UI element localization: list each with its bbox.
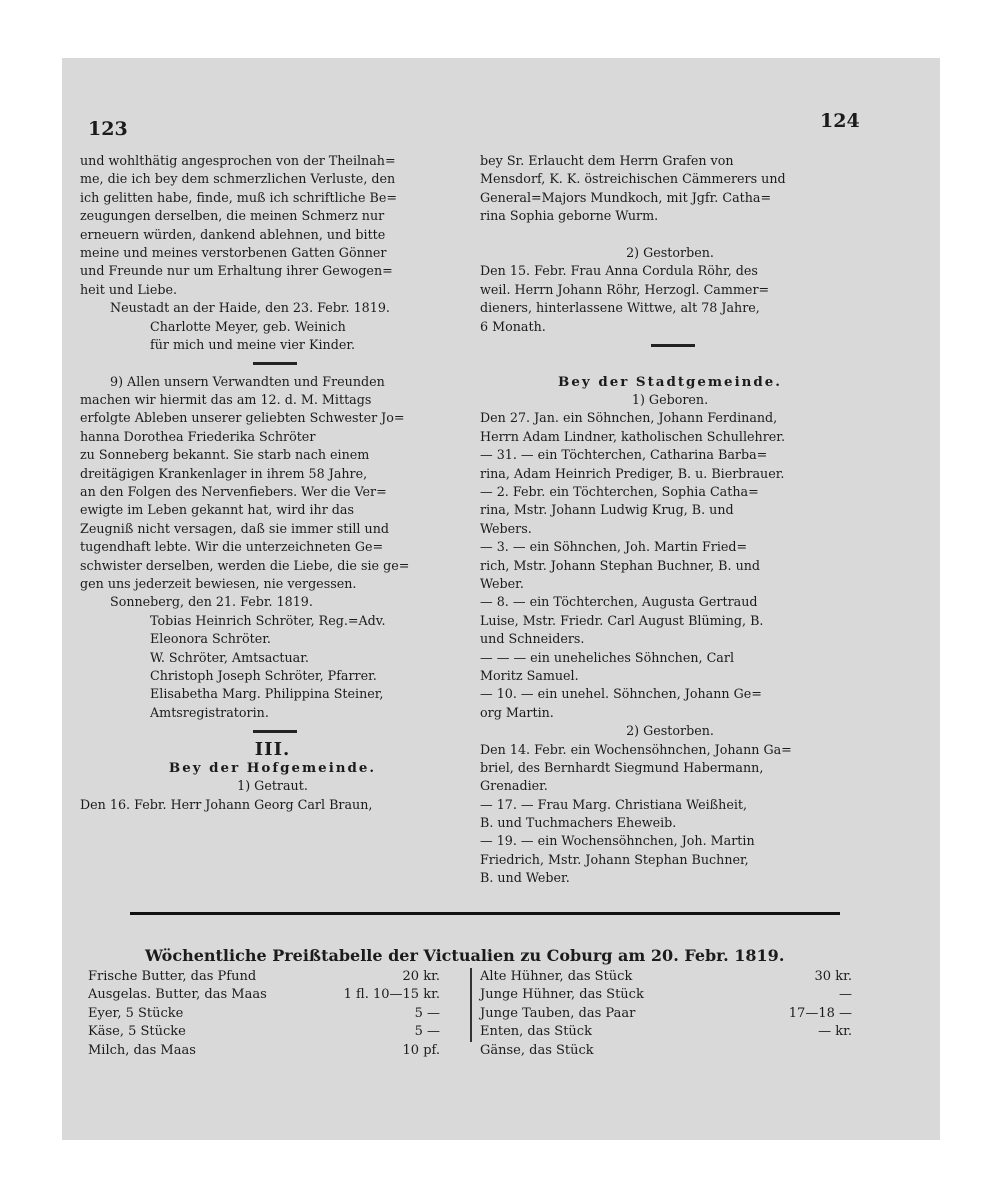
- text-line: hanna Dorothea Friederika Schröter: [80, 428, 316, 444]
- text-line: briel, des Bernhardt Siegmund Habermann,: [480, 759, 764, 775]
- text-line: III.: [254, 740, 291, 759]
- text-line: ich gelitten habe, finde, muß ich schriftliche Be=: [80, 189, 397, 205]
- text-line: rina, Mstr. Johann Ludwig Krug, B. und: [480, 502, 734, 518]
- text-line: gen uns jederzeit bewiesen, nie vergessen.: [80, 575, 357, 591]
- text-line: für mich und meine vier Kinder.: [150, 336, 356, 352]
- price-value: 1 fl. 10—15 kr.: [343, 987, 440, 1003]
- text-line: Charlotte Meyer, geb. Weinich: [150, 318, 346, 334]
- text-line: org Martin.: [480, 704, 554, 720]
- text-line: 9) Allen unsern Verwandten und Freunden: [110, 373, 385, 389]
- price-item: Käse, 5 Stücke: [88, 1024, 186, 1040]
- text-line: — 3. — ein Söhnchen, Joh. Martin Fried=: [480, 539, 748, 555]
- price-table-title: Wöchentliche Preißtabelle der Victualien zu Coburg am 20. Febr. 1819.: [145, 946, 785, 965]
- page-number-left: 123: [88, 118, 128, 140]
- text-line: und Freunde nur um Erhaltung ihrer Gewogen=: [80, 263, 393, 279]
- text-line: — 19. — ein Wochensöhnchen, Joh. Martin: [480, 833, 755, 849]
- text-line: General=Majors Mundkoch, mit Jgfr. Catha=: [480, 189, 772, 205]
- text-line: — 10. — ein unehel. Söhnchen, Johann Ge=: [480, 686, 762, 702]
- text-line: me, die ich bey dem schmerzlichen Verluste, den: [80, 171, 396, 187]
- text-line: Amtsregistratorin.: [150, 704, 269, 720]
- text-line: Den 16. Febr. Herr Johann Georg Carl Braun,: [80, 796, 373, 812]
- price-item: Junge Tauben, das Paar: [480, 1005, 636, 1021]
- price-item: Milch, das Maas: [88, 1042, 196, 1058]
- price-row: [480, 1023, 852, 1041]
- text-line: — 31. — ein Töchterchen, Catharina Barba=: [480, 447, 768, 463]
- price-row: [88, 986, 440, 1004]
- text-line: dreitägigen Krankenlager in ihrem 58 Jahre,: [80, 465, 368, 481]
- text-line: 6 Monath.: [480, 318, 546, 334]
- text-line: — 17. — Frau Marg. Christiana Weißheit,: [480, 796, 748, 812]
- text-line: Weber.: [480, 575, 524, 591]
- text-line: meine und meines verstorbenen Gatten Gönner: [80, 244, 387, 260]
- text-line: und Schneiders.: [480, 631, 585, 647]
- price-item: Frische Butter, das Pfund: [88, 969, 257, 984]
- text-line: Herrn Adam Lindner, katholischen Schullehrer.: [480, 428, 785, 444]
- price-item: Gänse, das Stück: [480, 1042, 594, 1058]
- text-line: — 8. — ein Töchterchen, Augusta Gertraud: [480, 594, 758, 610]
- text-line: Bey der Stadtgemeinde.: [558, 373, 782, 390]
- blank-line: [480, 354, 860, 372]
- text-line: Sonneberg, den 21. Febr. 1819.: [110, 594, 313, 610]
- page-number-right: 124: [820, 110, 860, 132]
- price-row: [88, 968, 440, 986]
- text-line: W. Schröter, Amtsactuar.: [150, 649, 309, 665]
- text-line: rina, Adam Heinrich Prediger, B. u. Bierbrauer.: [480, 465, 785, 481]
- text-line: zu Sonneberg bekannt. Sie starb nach einem: [80, 447, 370, 463]
- text-line: weil. Herrn Johann Röhr, Herzogl. Cammer=: [480, 281, 770, 297]
- text-line: Eleonora Schröter.: [150, 631, 271, 647]
- text-line: erfolgte Ableben unserer geliebten Schwester Jo=: [80, 410, 405, 426]
- text-line: Elisabetha Marg. Philippina Steiner,: [150, 686, 384, 702]
- price-item: Alte Hühner, das Stück: [480, 969, 633, 984]
- price-row: [480, 968, 852, 986]
- price-value: 17—18 —: [788, 1005, 852, 1021]
- left-column: [80, 152, 465, 814]
- text-line: Neustadt an der Haide, den 23. Febr. 1819.: [110, 300, 390, 316]
- separator-dash: [80, 354, 465, 372]
- price-value: 30 kr.: [814, 969, 852, 984]
- text-line: zeugungen derselben, die meinen Schmerz nur: [80, 208, 385, 224]
- text-line: — — — ein uneheliches Söhnchen, Carl: [480, 649, 734, 665]
- price-row: [88, 1023, 440, 1041]
- price-value: 5 —: [414, 1005, 440, 1021]
- text-line: 1) Getraut.: [237, 778, 308, 794]
- text-line: schwister derselben, werden die Liebe, die sie ge=: [80, 557, 410, 573]
- price-value: —: [839, 987, 852, 1003]
- price-row: [88, 1042, 440, 1060]
- text-line: Moritz Samuel.: [480, 667, 579, 683]
- price-item: Eyer, 5 Stücke: [88, 1005, 184, 1021]
- text-line: Christoph Joseph Schröter, Pfarrer.: [150, 667, 377, 683]
- price-row: [480, 986, 852, 1004]
- text-line: Webers.: [480, 520, 532, 536]
- text-line: Grenadier.: [480, 778, 548, 794]
- price-item: Ausgelas. Butter, das Maas: [88, 987, 267, 1003]
- text-line: dieners, hinterlassene Wittwe, alt 78 Jahre,: [480, 300, 760, 316]
- price-value: 10 pf.: [402, 1042, 440, 1058]
- text-line: rich, Mstr. Johann Stephan Buchner, B. und: [480, 557, 761, 573]
- price-value: 5 —: [414, 1024, 440, 1040]
- price-table-divider: [470, 968, 472, 1042]
- price-row: [480, 1005, 852, 1023]
- text-line: — 2. Febr. ein Töchterchen, Sophia Catha=: [480, 484, 759, 500]
- text-line: machen wir hiermit das am 12. d. M. Mittags: [80, 392, 372, 408]
- separator-dash: [80, 722, 465, 740]
- text-line: Zeugniß nicht versagen, daß sie immer still und: [80, 520, 389, 536]
- text-line: tugendhaft lebte. Wir die unterzeichneten Ge=: [80, 539, 384, 555]
- text-line: B. und Tuchmachers Eheweib.: [480, 815, 677, 831]
- price-row: [88, 1005, 440, 1023]
- separator-dash: [480, 336, 860, 354]
- price-row: [480, 1042, 852, 1060]
- text-line: ewigte im Leben gekannt hat, wird ihr das: [80, 502, 354, 518]
- text-line: 1) Geboren.: [631, 392, 709, 408]
- text-line: 2) Gestorben.: [626, 244, 714, 260]
- text-line: Tobias Heinrich Schröter, Reg.=Adv.: [150, 612, 386, 628]
- right-column: [480, 152, 860, 888]
- text-line: Mensdorf, K. K. östreichischen Cämmerers und: [480, 171, 786, 187]
- text-line: B. und Weber.: [480, 870, 570, 886]
- text-line: Den 27. Jan. ein Söhnchen, Johann Ferdinand,: [480, 410, 778, 426]
- text-line: Den 15. Febr. Frau Anna Cordula Röhr, des: [480, 263, 758, 279]
- price-item: Enten, das Stück: [480, 1024, 592, 1040]
- text-line: bey Sr. Erlaucht dem Herrn Grafen von: [480, 153, 734, 168]
- price-value: 20 kr.: [402, 969, 440, 984]
- text-line: Bey der Hofgemeinde.: [168, 759, 377, 776]
- text-line: Luise, Mstr. Friedr. Carl August Blüming, B.: [480, 612, 764, 628]
- text-line: Friedrich, Mstr. Johann Stephan Buchner,: [480, 851, 749, 867]
- text-line: und wohlthätig angesprochen von der Theilnah=: [80, 153, 396, 168]
- text-line: heit und Liebe.: [80, 281, 178, 297]
- blank-line: [480, 226, 860, 244]
- price-item: Junge Hühner, das Stück: [480, 987, 644, 1003]
- text-line: erneuern würden, dankend ablehnen, und bitte: [80, 226, 386, 242]
- text-line: an den Folgen des Nervenfiebers. Wer die Ver=: [80, 484, 387, 500]
- section-rule: [130, 912, 840, 915]
- text-line: rina Sophia geborne Wurm.: [480, 208, 659, 224]
- text-line: Den 14. Febr. ein Wochensöhnchen, Johann Ga=: [480, 741, 792, 757]
- text-line: 2) Gestorben.: [626, 723, 714, 739]
- price-value: — kr.: [818, 1024, 852, 1040]
